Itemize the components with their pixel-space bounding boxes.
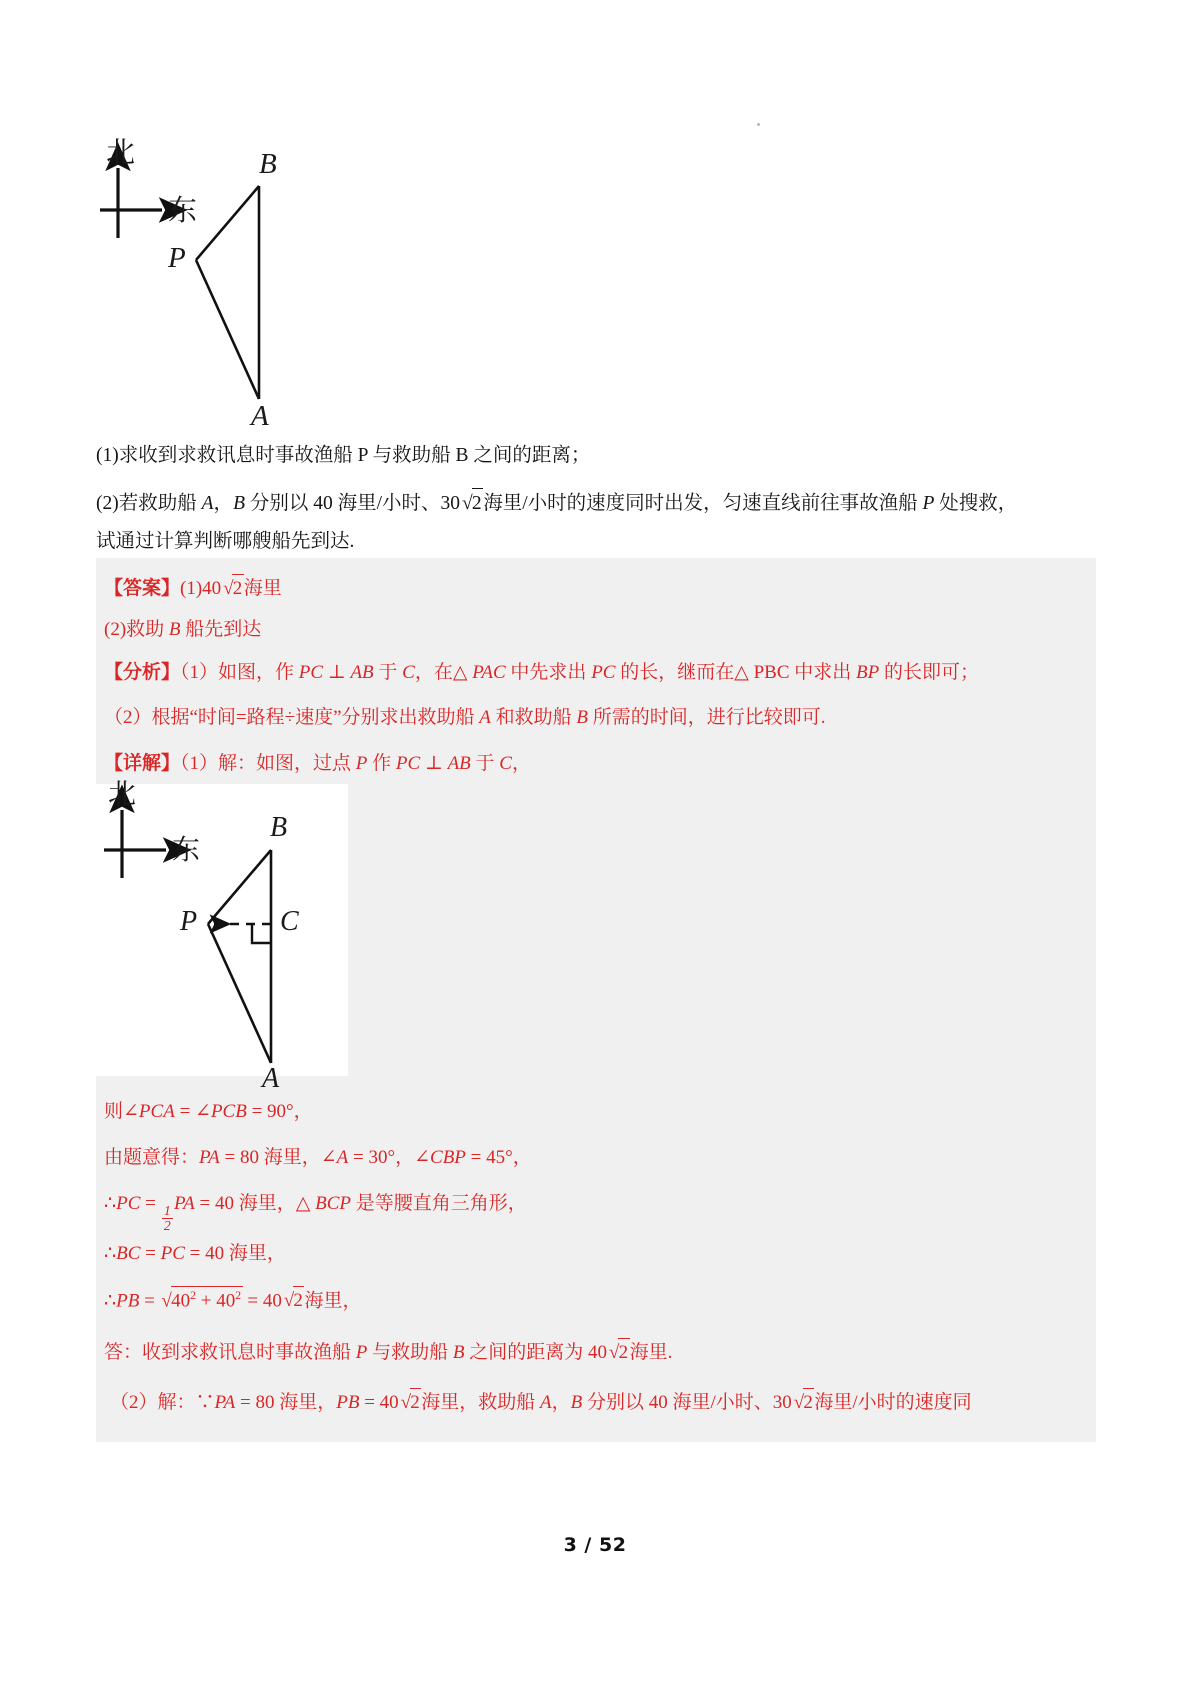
answer-panel — [96, 558, 1096, 1442]
answer-tag: 【答案】 — [104, 578, 181, 599]
step-2: 由题意得：PA = 80 海里，∠A = 30°，∠CBP = 45°， — [104, 1147, 532, 1168]
step-6-conclusion: 答：收到求救讯息时事故渔船 P 与救助船 B 之间的距离为 40√2海里. — [104, 1338, 672, 1368]
step-5: ∴PB = $√40^2 + 40^2 = 40√2$海里， — [104, 1286, 361, 1316]
step-1: 则∠PCA = ∠PCB = 90°， — [104, 1101, 313, 1122]
vertex-label-a-1: A — [251, 400, 269, 432]
page-number-footer — [0, 1534, 1190, 1556]
page-speck — [757, 123, 760, 126]
vertex-label-p-1: P — [168, 242, 186, 274]
rescue-geometry-diagram-2 — [96, 777, 348, 1094]
detail-line-1: 【详解】（1）解：如图，过点 P 作 PC ⊥ AB 于 C， — [104, 753, 531, 774]
step-7-part-two: （2）解：∵PA = 80 海里，PB = 40√2海里，救助船 A，B 分别以 40 海里/小时、30√2海里/小时的速度同 — [110, 1388, 972, 1418]
compass-north-label-1: 北 — [106, 135, 136, 169]
question-2-line-2-text: 试通过计算判断哪艘船先到达. — [96, 531, 355, 552]
compass-north-label-2: 北 — [108, 777, 137, 810]
compass-east-label-1: 东 — [168, 193, 198, 227]
vertex-label-b-1: B — [259, 148, 277, 180]
analysis-line-1: 【分析】（1）如图，作 PC ⊥ AB 于 C，在△ PAC 中先求出 PC 的长，继而在△ PBC 中求出 BP 的长即可； — [104, 662, 979, 683]
page-number-text: 3 / 52 — [563, 1534, 627, 1556]
diagram-1-svg — [96, 118, 396, 428]
vertex-label-p-2: P — [180, 906, 198, 937]
question-1-text: (1)求收到求救讯息时事故渔船 P 与救助船 B 之间的距离； — [96, 445, 591, 466]
analysis-tag: 【分析】 — [104, 662, 181, 683]
analysis-line-2: （2）根据“时间=路程÷速度”分别求出救助船 A 和救助船 B 所需的时间，进行比较即可. — [104, 707, 826, 728]
question-2-line-2 — [96, 527, 354, 557]
vertex-label-b-2: B — [270, 812, 288, 843]
compass-east-label-2: 东 — [172, 833, 201, 866]
frac-numerator: 1 — [162, 1204, 173, 1219]
vertex-label-c-2: C — [280, 906, 299, 937]
detail-tag: 【详解】 — [104, 753, 181, 774]
step-3: ∴PC = $\frac{1}{2}$ PA = 40 海里，△ BCP 是等腰直角三角形， — [104, 1193, 527, 1233]
diagram-2-svg — [96, 784, 348, 1076]
vertex-label-a-2: A — [262, 1063, 280, 1094]
step-4: ∴BC = PC = 40 海里， — [104, 1243, 286, 1264]
answer-1-post: 海里 — [243, 578, 282, 599]
question-2-line-1: (2)若救助船 A，B 分别以 40 海里/小时、30√2海里/小时的速度同时出发，匀速直线前往事故渔船 P 处搜救， — [96, 488, 1017, 519]
question-1 — [96, 441, 590, 471]
frac-denominator: 2 — [163, 1217, 171, 1233]
rescue-geometry-diagram-1 — [96, 118, 396, 432]
answer-heading-line: 【答案】(1)40√2海里 — [104, 574, 282, 604]
answer-line-2: (2)救助 B 船先到达 — [104, 619, 262, 640]
answer-1-pre: (1)40 — [180, 578, 222, 599]
